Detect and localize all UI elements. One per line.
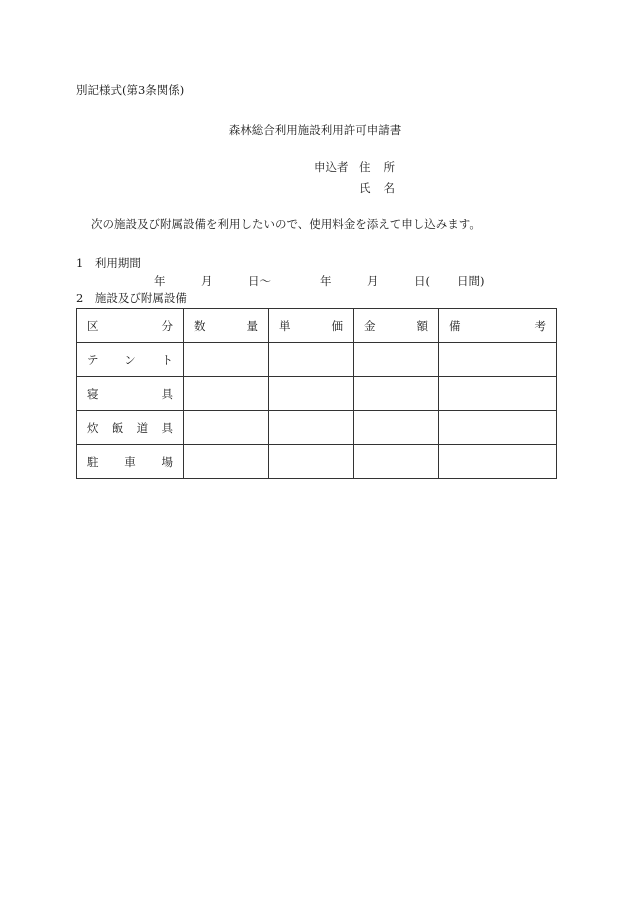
amount-cell[interactable] (354, 445, 439, 479)
header-unit-price (269, 309, 354, 343)
header-char: 区 (87, 318, 99, 333)
applicant-label: 申込者 (314, 160, 349, 174)
header-amount (354, 309, 439, 343)
label-char: 駐 (87, 454, 99, 469)
document-title: 森林総合利用施設利用許可申請書 (228, 123, 402, 137)
day-count: 日間) (457, 274, 485, 288)
header-char: 額 (416, 318, 428, 333)
header-char: 金 (364, 318, 376, 333)
quantity-cell[interactable] (184, 343, 269, 377)
header-char: 考 (534, 318, 546, 333)
unit-price-cell[interactable] (269, 445, 354, 479)
header-char: 数 (194, 318, 206, 333)
header-quantity (184, 309, 269, 343)
table-row (77, 411, 557, 445)
table-row (77, 377, 557, 411)
remarks-cell[interactable] (439, 343, 557, 377)
label-char: 場 (161, 454, 173, 469)
from-month: 月 (201, 274, 213, 288)
header-category (77, 309, 184, 343)
label-char: 寝 (87, 386, 99, 401)
row-label-cooking-gear (77, 411, 184, 445)
quantity-cell[interactable] (184, 411, 269, 445)
address-char: 所 (383, 160, 395, 174)
to-year: 年 (320, 274, 332, 288)
header-remarks (439, 309, 557, 343)
header-char: 備 (449, 318, 461, 333)
label-char: 道 (136, 420, 149, 435)
row-label-parking (77, 445, 184, 479)
amount-cell[interactable] (354, 377, 439, 411)
unit-price-cell[interactable] (269, 343, 354, 377)
remarks-cell[interactable] (439, 445, 557, 479)
remarks-cell[interactable] (439, 377, 557, 411)
label-char: ン (124, 352, 136, 367)
header-char: 量 (246, 318, 258, 333)
from-year: 年 (154, 274, 166, 288)
table-row (77, 343, 557, 377)
address-char: 住 (359, 160, 371, 174)
form-reference: 別記様式(第3条関係) (76, 83, 185, 97)
amount-cell[interactable] (354, 411, 439, 445)
quantity-cell[interactable] (184, 377, 269, 411)
to-month: 月 (367, 274, 379, 288)
label-char: ト (161, 352, 173, 367)
row-label-bedding (77, 377, 184, 411)
label-char: テ (87, 352, 99, 367)
section-facilities: 2 施設及び附属設備 (76, 291, 187, 305)
name-char: 名 (383, 181, 395, 195)
unit-price-cell[interactable] (269, 377, 354, 411)
header-char: 単 (279, 318, 291, 333)
remarks-cell[interactable] (439, 411, 557, 445)
label-char: 炊 (87, 420, 99, 435)
facilities-table (76, 308, 557, 479)
label-char: 飯 (111, 420, 124, 435)
row-label-tent (77, 343, 184, 377)
table-header-row (77, 309, 557, 343)
to-day: 日( (414, 274, 430, 288)
table-row (77, 445, 557, 479)
amount-cell[interactable] (354, 343, 439, 377)
name-label (359, 183, 395, 195)
address-label (359, 162, 395, 174)
label-char: 具 (161, 386, 173, 401)
unit-price-cell[interactable] (269, 411, 354, 445)
header-char: 分 (161, 318, 173, 333)
section-usage-period: 1 利用期間 (76, 256, 141, 270)
from-day: 日〜 (248, 274, 271, 288)
label-char: 車 (124, 454, 136, 469)
label-char: 具 (161, 420, 173, 435)
intro-text: 次の施設及び附属設備を利用したいので、使用料金を添えて申し込みます。 (91, 217, 481, 231)
quantity-cell[interactable] (184, 445, 269, 479)
name-char: 氏 (359, 181, 371, 195)
header-char: 価 (331, 318, 343, 333)
